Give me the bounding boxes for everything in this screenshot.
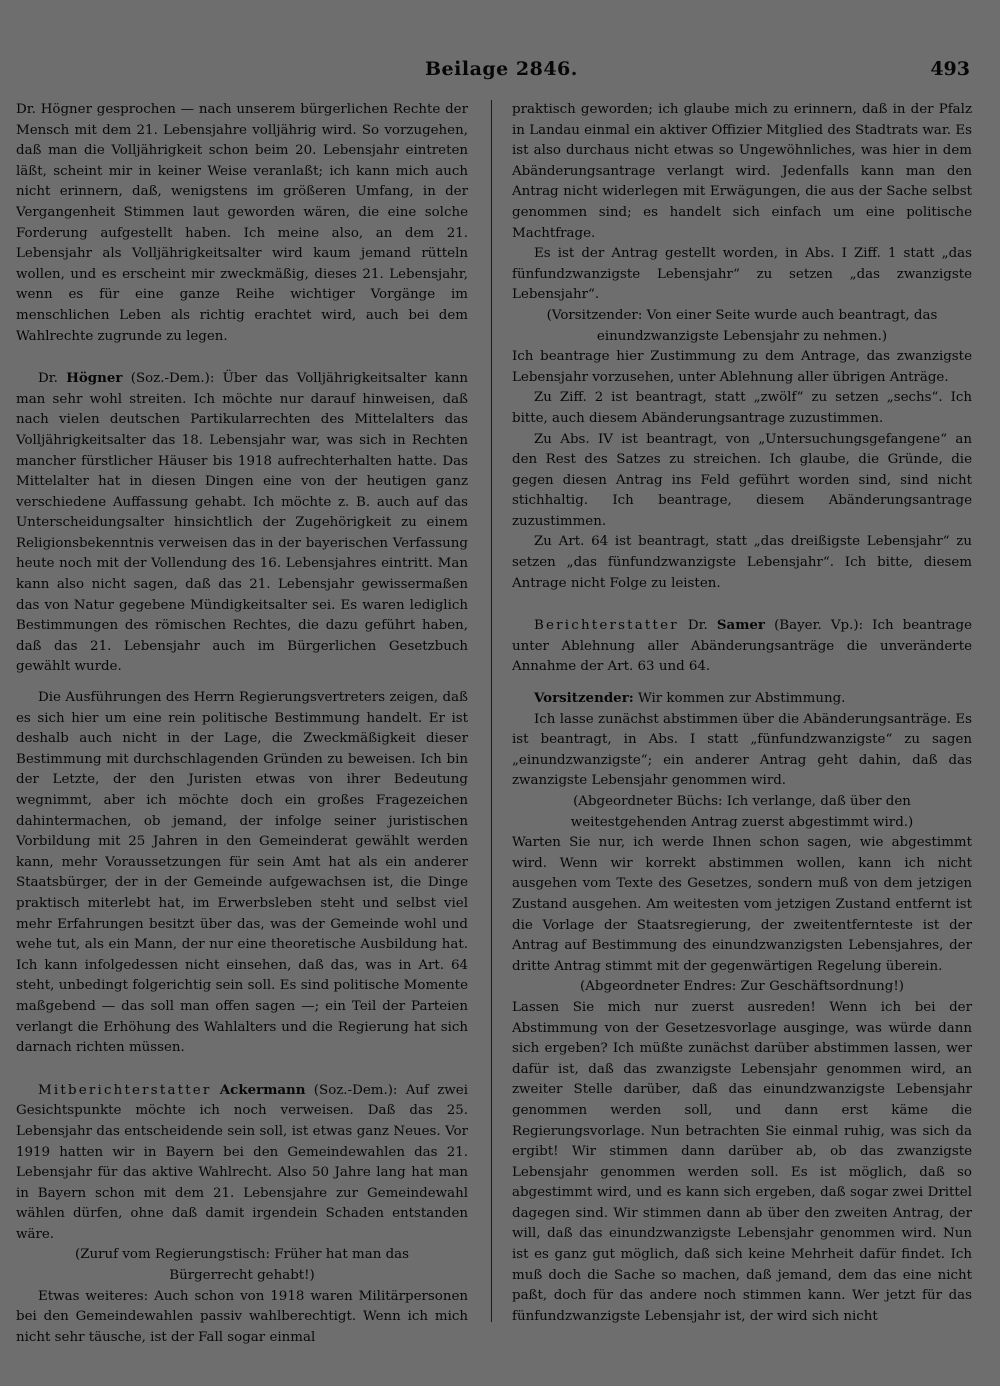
speaker-name: Vorsitzender: (534, 690, 634, 707)
speaker-role: Mitberichterstatter (38, 1082, 212, 1098)
speaker-name: Högner (66, 370, 123, 387)
speech-text: Wir kommen zur Abstimmung. (637, 691, 846, 707)
column-divider (491, 100, 492, 1322)
right-column (512, 100, 972, 1327)
page-header (0, 58, 1000, 88)
paragraph: Lassen Sie mich nur zuerst ausreden! Wenn ich bei der Abstimmung von der Gesetzesvorlage ausginge, was würde dann sich ergeben? Ich müßte zunächst darüber abstimmen lassen, wer dafür ist, daß das zwanzigste Lebensjahr genommen wird, an zweiter Stelle darüber, daß das einundzwanzigste Lebensjahr genommen werden soll, und dann erst käme die Regierungsvorlage. Nun betrachten Sie einmal ruhig, was sich da ergibt! Wir stimmen dann darüber ab, ob das zwanzigste Lebensjahr genommen werden soll. Es ist möglich, daß so abgestimmt wird, und es kann sich ergeben, daß sogar zwei Drittel dagegen sind. Wir stimmen dann ab über den zweiten Antrag, der will, daß das einundzwanzigste Lebensjahr genommen wird. Nun ist es ganz gut möglich, daß sich keine Mehrheit dafür findet. Ich muß doch die Sache so machen, daß jemand, dem das eine nicht paßt, doch für das andere noch stimmen kann. Wer jetzt für das fünfundzwanzigste Lebensjahr ist, der wird sich nicht (512, 999, 972, 1324)
speaker-paragraph (512, 615, 972, 678)
page-number: 493 (930, 58, 970, 80)
speaker-paragraph (16, 1080, 468, 1246)
speech-text: (Soz.-Dem.): Auf zwei Gesichtspunkte möchte ich noch verweisen. Daß das 25. Lebensjahr das entscheidende sein soll, ist etwas ganz Neues. Vor 1919 hatten wir in Bayern bei den Gemeindewahlen das 21. Lebensjahr für das aktive Wahlrecht. Also 50 Jahre lang hat man in Bayern schon mit dem 21. Lebensjahre zur Gemeindewahl wählen dürfen, ohne daß damit irgendein Schaden entstanden wäre. (16, 1082, 468, 1242)
speaker-title: Dr. (687, 618, 708, 634)
paragraph-spacer (512, 594, 972, 615)
speech-text: (Soz.-Dem.): Über das Volljährigkeitsalter kann man sehr wohl streiten. Ich möchte nur darauf hinweisen, daß nach vielen deutschen Partikularrechten des Mittelalters das Volljährigkeitsalter das 18. Lebensjahr war, was sich in Rechten mancher fürstlicher Häuser bis 1918 aufrechterhalten hatte. Das Mittelalter hat in diesen Dingen eine von der heutigen ganz verschiedene Auffassung gehabt. Ich möchte z. B. auch auf das Unterscheidungsalter hinsichtlich der Zugehörigkeit zu einem Religionsbekenntnis verweisen das in der bayerischen Verfassung heute noch mit der Vollendung des 16. Lebensjahres eintritt. Man kann also nicht sagen, daß das 21. Lebensjahr gewissermaßen das von Natur gegebene Mündigkeitsalter sei. Es waren lediglich Bestimmungen des römischen Rechtes, die dazu geführt haben, daß das 21. Lebensjahr auch im Bürgerlichen Gesetzbuch gewählt wurde. (16, 371, 468, 675)
paragraph: Ich beantrage hier Zustimmung zu dem Antrage, das zwanzigste Lebensjahr vorzusehen, unter Ablehnung aller übrigen Anträge. (512, 349, 972, 385)
paragraph-spacer (16, 1059, 468, 1080)
paragraph: Die Ausführungen des Herrn Regierungsvertreters zeigen, daß es sich hier um eine rein politische Bestimmung handelt. Er ist deshalb auch nicht in der Lage, die Zweckmäßigkeit dieser Bestimmung mit durchschlagenden Gründen zu beweisen. Ich bin der Letzte, der den Juristen etwas von ihrer Bedeutung wegnimmt, aber ich möchte doch ein großes Fragezeichen dahintermachen, ob jemand, der infolge seiner juristischen Vorbildung mit 25 Jahren in den Gemeinderat gewählt werden kann, mehr Voraussetzungen für sein Amt hat als ein anderer Staatsbürger, der in der Gemeinde aufgewachsen ist, die Dinge praktisch miterlebt hat, im Erwerbsleben steht und selbst viel mehr Erfahrungen besitzt über das, was der Gemeinde wohl und wehe tut, als ein Mann, der nur eine theoretische Ausbildung hat. Ich kann infolgedessen nicht einsehen, daß das, was in Art. 64 steht, unbedingt folgerichtig sein soll. Es sind politische Momente maßgebend — das soll man offen sagen —; ein Teil der Parteien verlangt die Erhöhung des Wahlalters und die Regierung hat sich darnach richten müssen. (16, 690, 468, 1056)
left-column (16, 100, 468, 1348)
paragraph: Es ist der Antrag gestellt worden, in Abs. I Ziff. 1 statt „das fünfundzwanzigste Lebensjahr“ zu setzen „das zwanzigste Lebensjahr“. (512, 246, 972, 303)
speaker-name: Ackermann (219, 1081, 306, 1098)
speaker-paragraph (512, 688, 972, 710)
paragraph: Zu Ziff. 2 ist beantragt, statt „zwölf“ zu setzen „sechs“. Ich bitte, auch diesem Abänderungsantrage zuzustimmen. (512, 390, 972, 426)
interjection: (Vorsitzender: Von einer Seite wurde auch beantragt, das einundzwanzigste Lebensjahr zu nehmen.) (546, 307, 938, 344)
page-bottom-edge (0, 1374, 1000, 1386)
interjection: (Zuruf vom Regierungstisch: Früher hat man das Bürgerrecht gehabt!) (74, 1247, 410, 1284)
speaker-role: Berichterstatter (534, 618, 679, 634)
paragraph: Ich lasse zunächst abstimmen über die Abänderungsanträge. Es ist beantragt, in Abs. I statt „fünfundzwanzigste“ zu sagen „einundzwanzigste“; ein anderer Antrag geht dahin, daß das zwanzigste Lebensjahr genommen wird. (512, 711, 972, 789)
running-title: Beilage 2846. (425, 58, 578, 80)
paragraph: Warten Sie nur, ich werde Ihnen schon sagen, wie abgestimmt wird. Wenn wir korrekt abstimmen wollen, kann ich nicht ausgehen vom Texte des Gesetzes, sondern muß von dem jetzigen Zustand ausgehen. Am weitesten vom jetzigen Zustand entfernt ist die Vorlage der Staatsregierung, der zweitentfernteste ist der Antrag auf Bestimmung des einundzwanzigsten Lebensjahres, der dritte Antrag stimmt mit der gegenwärtigen Regelung überein. (512, 835, 972, 974)
paragraph-spacer (16, 678, 468, 688)
paragraph: Etwas weiteres: Auch schon von 1918 waren Militärpersonen bei den Gemeindewahlen passiv wahlberechtigt. Wenn ich mich nicht sehr täusche, ist der Fall sogar einmal (16, 1288, 468, 1345)
paragraph-spacer (16, 347, 468, 368)
interjection: (Abgeordneter Büchs: Ich verlange, daß über den weitestgehenden Antrag zuerst abgestimmt wird.) (570, 794, 914, 830)
paragraph: praktisch geworden; ich glaube mich zu erinnern, daß in der Pfalz in Landau einmal ein aktiver Offizier Mitglied des Stadtrats war. Es ist also durchaus nicht etwas so Ungewöhnliches, was hier in dem Abänderungsantrage verlangt wird. Jedenfalls kann man den Antrag nicht widerlegen mit Erwägungen, die aus der Sache selbst genommen sind; es handelt sich einfach um eine politische Machtfrage. (512, 102, 972, 241)
paragraph: Dr. Högner gesprochen — nach unserem bürgerlichen Rechte der Mensch mit dem 21. Lebensjahre volljährig wird. So vorzugehen, daß man die Volljährigkeit schon beim 20. Lebensjahr eintreten läßt, scheint mir in keiner Weise veranlaßt; ich kann mich auch nicht erinnern, daß, wenigstens im größeren Umfang, in der Vergangenheit Stimmen laut geworden wären, die eine solche Forderung aufgestellt haben. Ich meine also, an dem 21. Lebensjahr als Volljährigkeitsalter wird kaum jemand rütteln wollen, und es erscheint mir zweckmäßig, dieses 21. Lebensjahr, wenn es für eine ganze Reihe wichtiger Vorgänge im menschlichen Leben als richtig erachtet wird, auch bei dem Wahlrechte zugrunde zu legen. (16, 102, 468, 344)
speaker-title: Dr. (38, 371, 58, 387)
paragraph: Zu Abs. IV ist beantragt, von „Untersuchungsgefangene“ an den Rest des Satzes zu streichen. Ich glaube, die Gründe, die gegen diesen Antrag ins Feld geführt worden sind, sind nicht stichhaltig. Ich beantrage, diesem Abänderungsantrage zuzustimmen. (512, 431, 972, 529)
speaker-name: Samer (716, 617, 765, 634)
paragraph: Zu Art. 64 ist beantragt, statt „das dreißigste Lebensjahr“ zu setzen „das fünfundzwanzigste Lebensjahr“. Ich bitte, diesem Antrage nicht Folge zu leisten. (512, 534, 972, 591)
speech-text: (Bayer. Vp.): Ich beantrage unter Ablehnung aller Abänderungsanträge die unveränderte Annahme der Art. 63 und 64. (512, 618, 972, 675)
interjection: (Abgeordneter Endres: Zur Geschäftsordnung!) (580, 979, 904, 995)
speaker-paragraph (16, 368, 468, 678)
paragraph-spacer (512, 678, 972, 688)
